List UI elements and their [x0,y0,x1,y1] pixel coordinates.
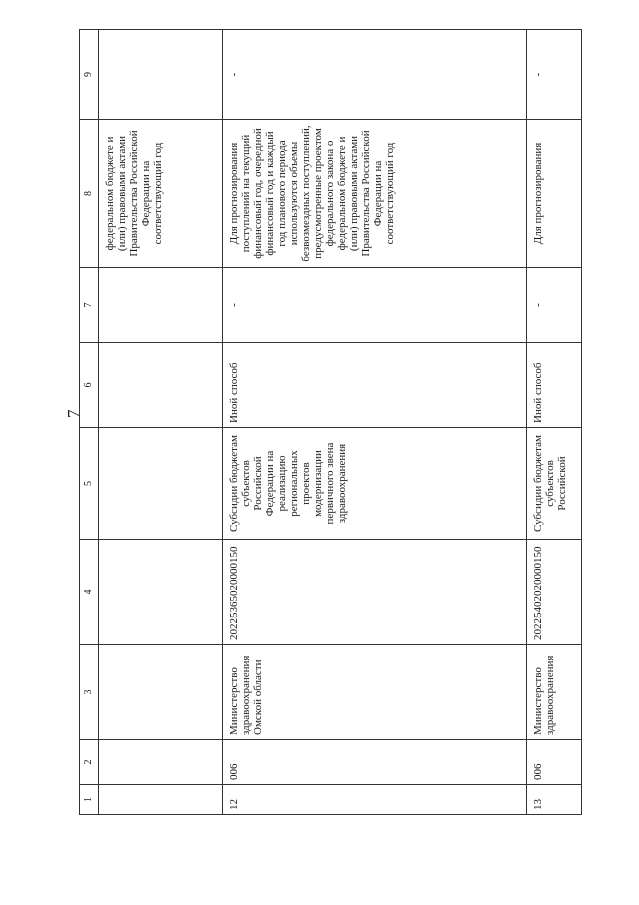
row-number: 12 [223,785,527,815]
rotated-page-content [79,30,581,815]
column-header: 3 [80,645,99,740]
table-row [527,30,582,815]
budget-classification-code: 20225402020000150 [527,540,582,645]
admin-code: 006 [527,740,582,785]
column-header: 8 [80,120,99,268]
table-cell [99,343,223,428]
column-header: 7 [80,268,99,343]
table-row [223,30,527,815]
table-cell [99,540,223,645]
table-cell [99,30,223,120]
income-type-name: Субсидии бюджетам субъектов Российской Федерации на реализацию региональных проектов модернизации первичного звена здравоохранения [223,428,527,540]
table-cell [99,268,223,343]
column-header: 4 [80,540,99,645]
forecast-method: Иной способ [223,343,527,428]
method-description-continued: федеральном бюджете и (или) правовыми актами Правительства Российской Федерации на соответствующий год [99,120,223,268]
formula-cell: - [223,268,527,343]
column-header: 5 [80,428,99,540]
column-header: 2 [80,740,99,785]
admin-code: 006 [223,740,527,785]
column-header: 6 [80,343,99,428]
budget-classification-code: 20225365020000150 [223,540,527,645]
agency-name: Министерство здравоохранения [527,645,582,740]
row-number: 13 [527,785,582,815]
table-cell [99,645,223,740]
indicator-cell: - [223,30,527,120]
table-cell [99,428,223,540]
income-type-name: Субсидии бюджетам субъектов Российской [527,428,582,540]
table-cell [99,785,223,815]
method-description: Для прогнозирования [527,120,582,268]
formula-cell: - [527,268,582,343]
column-header: 9 [80,30,99,120]
agency-name: Министерство здравоохранения Омской области [223,645,527,740]
column-number-row [80,30,99,815]
indicator-cell: - [527,30,582,120]
table-cell [99,740,223,785]
continuation-row [99,30,223,815]
forecast-method: Иной способ [527,343,582,428]
method-description: Для прогнозирования поступлений на текущий финансовый год, очередной финансовый год и каждый год планового периода используются объемы безвозмездных поступлений, предусмотренные проектом федерального закона о федеральном бюджете и (или) правовыми актами Правительства Российской Федерации на соответствующий год [223,120,527,268]
page-number: 7 [64,409,83,418]
column-header: 1 [80,785,99,815]
revenue-forecast-table [79,29,582,815]
